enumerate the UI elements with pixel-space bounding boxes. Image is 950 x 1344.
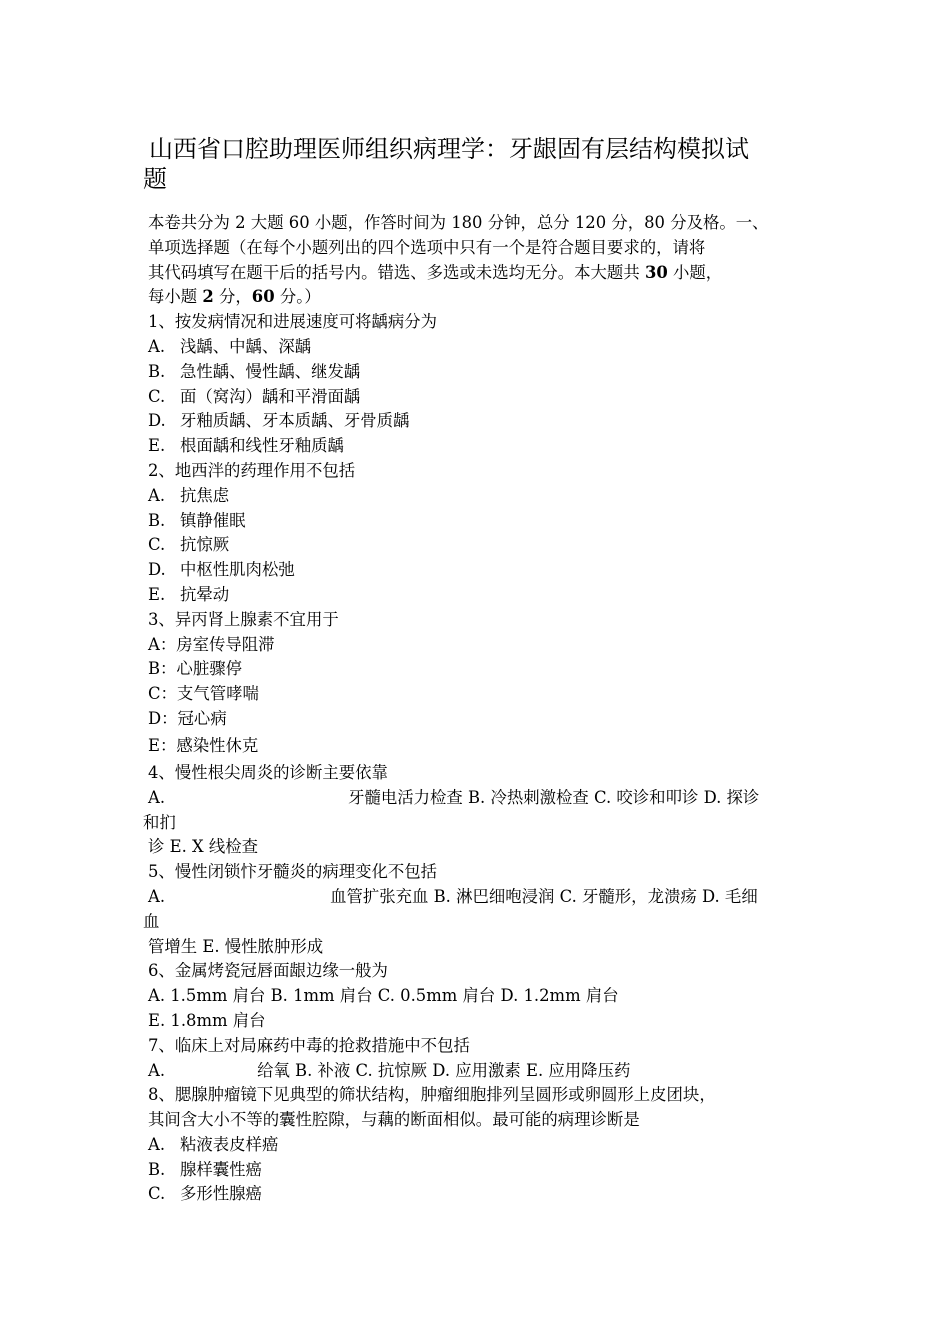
question-4: [143, 761, 818, 860]
intro-text: 小题，: [667, 262, 723, 282]
title-line-1: 山西省口腔助理医师组织病理学：牙龈固有层结构模拟试: [149, 135, 749, 163]
intro-text: 分，: [213, 287, 252, 307]
option-a: A：房室传导阻滞: [148, 634, 275, 654]
option-d: [143, 558, 818, 583]
option-label: B.: [148, 510, 166, 530]
option-text: 粘液表皮样癌: [180, 1134, 279, 1154]
question-stem: 2、地西泮的药理作用不包括: [148, 460, 356, 480]
option-label: C.: [148, 535, 166, 555]
options-text: 牙髓电活力检查 B. 冷热刺激检查 C. 咬诊和叩诊 D. 探诊: [348, 787, 760, 807]
option-text: 中枢性肌肉松弛: [180, 560, 295, 580]
intro-points: 2: [202, 287, 214, 307]
option-label: C.: [148, 1184, 166, 1204]
option-b: [143, 509, 818, 534]
option-d: D：冠心病: [148, 708, 227, 728]
options-line: E. 1.8mm 肩台: [148, 1010, 266, 1030]
question-stem: 1、按发病情况和进展速度可将龋病分为: [148, 312, 438, 332]
intro-line: 单项选择题（在每个小题列出的四个选项中只有一个是符合题目要求的，请将: [148, 237, 706, 257]
options-line: 和扪: [143, 812, 176, 832]
option-text: 多形性腺癌: [180, 1184, 262, 1204]
options-line: 诊 E. X 线检查: [148, 837, 259, 857]
option-text: 浅龋、中龋、深龋: [180, 336, 312, 356]
question-stem: 7、临床上对局麻药中毒的抢救措施中不包括: [148, 1035, 470, 1055]
question-stem: 其间含大小不等的囊性腔隙，与藕的断面相似。最可能的病理诊断是: [148, 1110, 640, 1130]
option-e: [143, 434, 818, 459]
question-stem: 4、慢性根尖周炎的诊断主要依靠: [148, 762, 388, 782]
intro-paragraph: [143, 211, 818, 310]
intro-text: 其代码填写在题干后的括号内。错选、多选或未选均无分。本大题共: [148, 262, 645, 282]
question-3: [143, 608, 818, 761]
options-line: [143, 1059, 818, 1084]
option-text: 面（窝沟）龋和平滑面龋: [180, 386, 361, 406]
option-label: A.: [148, 1060, 166, 1080]
option-d: [143, 409, 818, 434]
intro-line: [143, 285, 818, 310]
document-body: [143, 211, 818, 1207]
intro-text: 分。）: [274, 287, 321, 307]
intro-line: 本卷共分为 2 大题 60 小题，作答时间为 180 分钟，总分 120 分，80 分及格。一、: [148, 213, 769, 232]
option-label: D.: [148, 411, 166, 431]
option-e: E：感染性休克: [148, 735, 259, 755]
option-e: [143, 583, 818, 608]
document-title: [143, 134, 803, 194]
question-8: [143, 1083, 818, 1207]
option-text: 抗惊厥: [180, 535, 230, 555]
intro-total: 60: [251, 287, 275, 307]
options-line: [143, 885, 818, 910]
intro-line: [143, 261, 818, 286]
options-line: A. 1.5mm 肩台 B. 1mm 肩台 C. 0.5mm 肩台 D. 1.2mm 肩台: [148, 986, 619, 1006]
option-label: E.: [148, 436, 166, 456]
option-text: 镇静催眠: [180, 510, 246, 530]
option-b: B：心脏骤停: [148, 659, 242, 679]
option-label: E.: [148, 584, 166, 604]
option-text: 根面龋和线性牙釉质龋: [180, 436, 344, 456]
intro-count: 30: [644, 262, 668, 282]
options-text: 给氧 B. 补液 C. 抗惊厥 D. 应用激素 E. 应用降压药: [257, 1060, 631, 1080]
option-c: [143, 1182, 818, 1207]
options-line: 管增生 E. 慢性脓肿形成: [148, 936, 324, 956]
option-label: B.: [148, 361, 166, 381]
option-label: A.: [148, 787, 166, 807]
option-a: [143, 1133, 818, 1158]
option-text: 腺样囊性癌: [180, 1159, 262, 1179]
option-label: C.: [148, 386, 166, 406]
option-text: 抗焦虑: [180, 485, 230, 505]
option-c: [143, 385, 818, 410]
question-6: [143, 959, 818, 1033]
option-text: 抗晕动: [180, 584, 230, 604]
option-label: D.: [148, 560, 166, 580]
option-b: [143, 360, 818, 385]
question-stem: 6、金属烤瓷冠唇面龈边缘一般为: [148, 961, 388, 981]
question-5: [143, 860, 818, 959]
question-7: [143, 1034, 818, 1084]
question-stem: 5、慢性闭锁忭牙髓炎的病理变化不包括: [148, 862, 438, 882]
option-c: [143, 533, 818, 558]
title-line-2: 题: [143, 165, 167, 193]
option-label: A.: [148, 886, 166, 906]
question-stem: 8、腮腺肿瘤镜下见典型的筛状结构，肿瘤细胞排列呈圆形或卵圆形上皮团块，: [148, 1085, 716, 1105]
option-a: [143, 335, 818, 360]
options-line: 血: [143, 911, 160, 931]
option-b: [143, 1158, 818, 1183]
option-text: 急性龋、慢性龋、继发龋: [180, 361, 361, 381]
option-label: A.: [148, 485, 166, 505]
options-line: [143, 786, 818, 811]
question-stem: 3、异丙肾上腺素不宜用于: [148, 609, 339, 629]
option-label: A.: [148, 336, 166, 356]
option-label: B.: [148, 1159, 166, 1179]
options-text: 血管扩张充血 B. 淋巴细咆浸润 C. 牙髓形，龙溃疡 D. 毛细: [330, 886, 758, 906]
option-c: C：支气管哮喘: [148, 684, 259, 704]
question-2: [143, 459, 818, 608]
option-text: 牙釉质龋、牙本质龋、牙骨质龋: [180, 411, 410, 431]
option-a: [143, 484, 818, 509]
question-1: [143, 310, 818, 459]
intro-text: 每小题: [148, 287, 203, 307]
option-label: A.: [148, 1134, 166, 1154]
